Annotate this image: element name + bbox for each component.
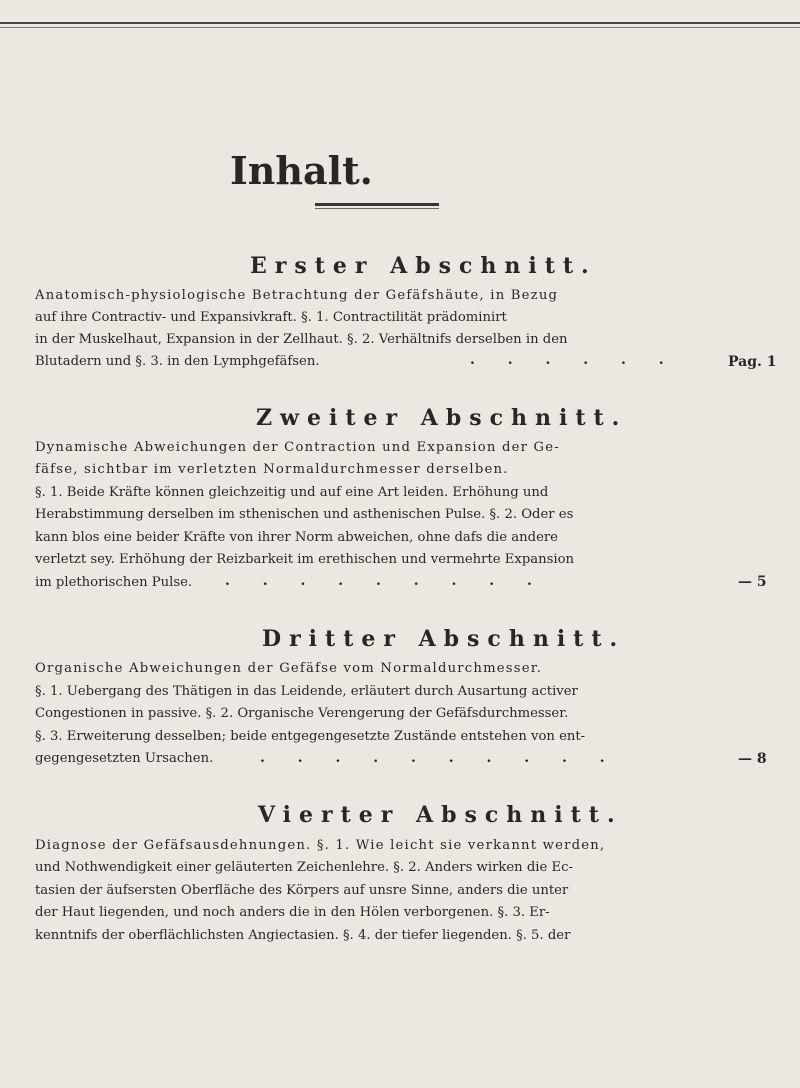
section-heading-4: Vierter Abschnitt. [258, 802, 623, 828]
line-text: §. 3. Erweiterung desselben; beide entgegengesetzte Zustände entstehen von ent- [35, 729, 586, 744]
section-4-line-2 [35, 860, 765, 875]
line-text: §. 1. Uebergang des Thätigen in das Leidende, erläutert durch Ausartung activer [35, 684, 578, 699]
line-text: verletzt sey. Erhöhung der Reizbarkeit im erethischen und vermehrte Expansion [35, 552, 575, 567]
section-2-line-1 [35, 440, 765, 455]
section-4-line-4 [35, 905, 765, 920]
title-underline [315, 203, 439, 206]
line-text: der Haut liegenden, und noch anders die in den Hölen verborgenen. §. 3. Er- [35, 905, 550, 920]
section-2-line-4 [35, 507, 765, 522]
page-title [230, 148, 520, 193]
section-2-dots: . . . . . . . . . [225, 573, 546, 589]
line-text: und Nothwendigkeit einer geläuterten Zeichenlehre. §. 2. Anders wirken die Ec- [35, 860, 573, 875]
title-text: Inhalt. [230, 148, 373, 193]
section-3-dots: . . . . . . . . . . [260, 750, 619, 766]
line-text: fäfse, sichtbar im verletzten Normaldurchmesser derselben. [35, 462, 509, 477]
line-text: in der Muskelhaut, Expansion in der Zellhaut. §. 2. Verhältnifs derselben in den [35, 332, 568, 347]
section-4-line-1 [35, 838, 765, 853]
section-1-line-2 [35, 310, 765, 325]
line-text: gegengesetzten Ursachen. [35, 751, 214, 766]
section-heading-1: Erster Abschnitt. [250, 253, 597, 279]
line-text: kenntnifs der oberflächlichsten Angiectasien. §. 4. der tiefer liegenden. §. 5. der [35, 928, 571, 943]
section-4-line-3 [35, 883, 765, 898]
line-text: §. 1. Beide Kräfte können gleichzeitig und auf eine Art leiden. Erhöhung und [35, 485, 549, 500]
section-1-dots: . . . . . . [470, 352, 678, 368]
line-text: Organische Abweichungen der Gefäfse vom Normaldurchmesser. [35, 661, 543, 676]
line-text: auf ihre Contractiv- und Expansivkraft. §. 1. Contractilität prädominirt [35, 310, 507, 325]
section-4-line-5 [35, 928, 765, 943]
section-2-line-6 [35, 552, 765, 567]
line-text: tasien der äufsersten Oberfläche des Körpers auf unsre Sinne, anders die unter [35, 883, 569, 898]
section-1-line-3 [35, 332, 765, 347]
section-2-line-3 [35, 485, 765, 500]
section-heading-3: Dritter Abschnitt. [262, 626, 626, 652]
section-1-page-ref: Pag. 1 [728, 354, 777, 370]
line-text: Congestionen in passive. §. 2. Organische Verengerung der Gefäfsdurchmesser. [35, 706, 569, 721]
line-text: Blutadern und §. 3. in den Lymphgefäfsen. [35, 354, 320, 369]
line-text: Anatomisch-physiologische Betrachtung der Gefäfshäute, in Bezug [35, 288, 559, 303]
line-text: kann blos eine beider Kräfte von ihrer Norm abweichen, ohne dafs die andere [35, 530, 558, 545]
section-3-page-ref: — 8 [738, 751, 767, 767]
section-3-line-4 [35, 729, 765, 744]
section-1-line-1 [35, 288, 765, 303]
section-2-page-ref: — 5 [738, 574, 767, 590]
section-3-line-1 [35, 661, 765, 676]
line-text: Dynamische Abweichungen der Contraction und Expansion der Ge- [35, 440, 560, 455]
line-text: Diagnose der Gefäfsausdehnungen. §. 1. Wie leicht sie verkannt werden, [35, 838, 606, 853]
section-3-line-2 [35, 684, 765, 699]
line-text: Herabstimmung derselben im sthenischen und asthenischen Pulse. §. 2. Oder es [35, 507, 574, 522]
line-text: im plethorischen Pulse. [35, 575, 193, 590]
section-2-line-5 [35, 530, 765, 545]
section-2-line-2 [35, 462, 765, 477]
top-border-rule [0, 22, 800, 34]
section-3-line-3 [35, 706, 765, 721]
section-heading-2: Zweiter Abschnitt. [256, 405, 628, 431]
